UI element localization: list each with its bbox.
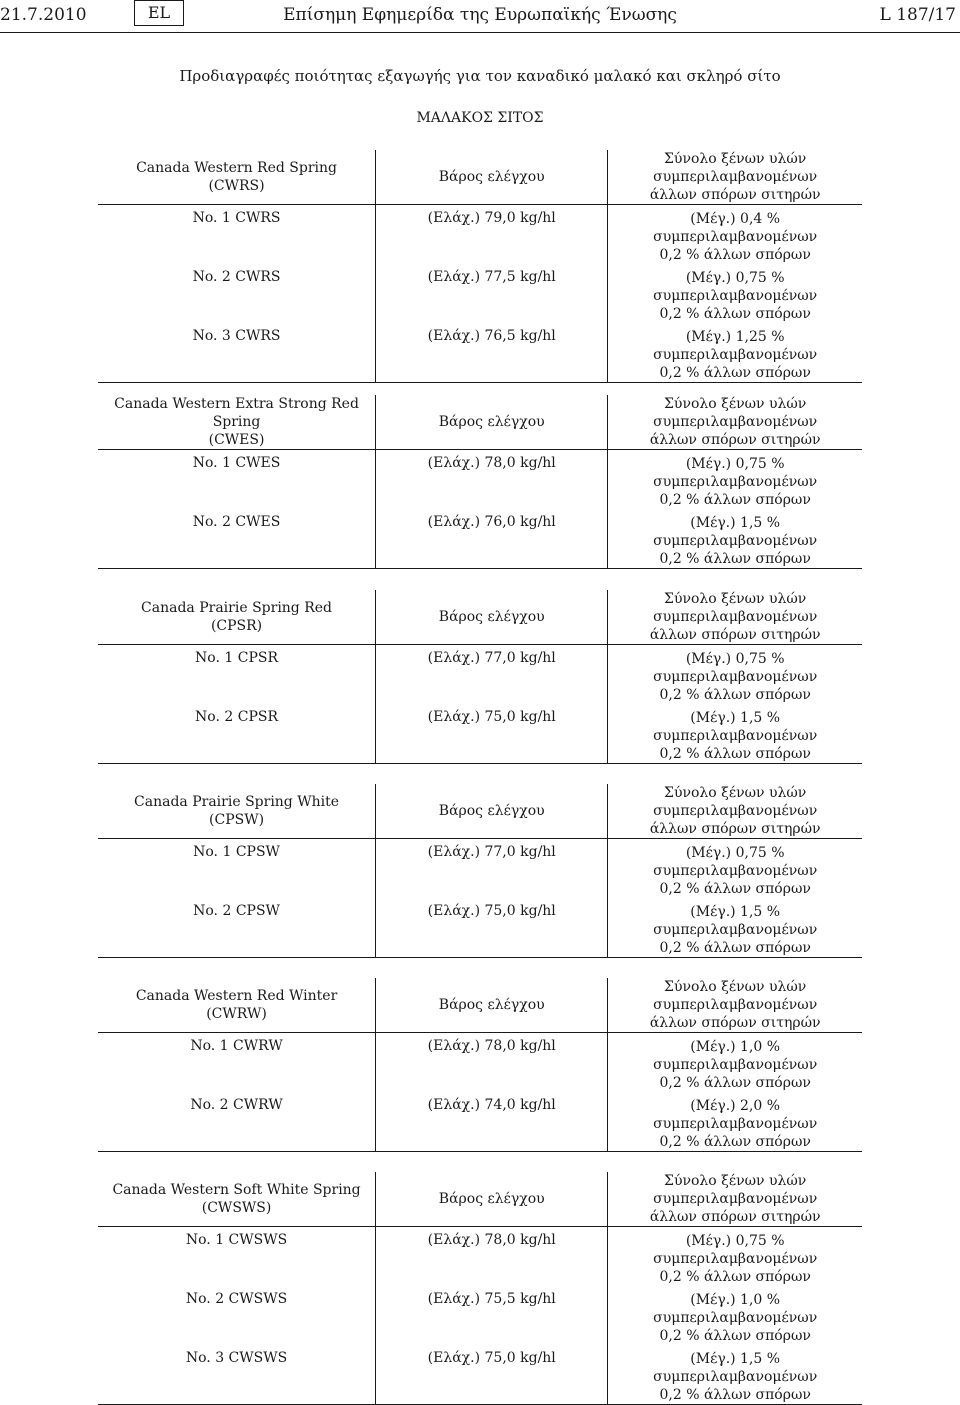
foreign-matter-line-1: (Μέγ.) 0,4 % συμπεριλαμβανομένων — [653, 211, 818, 245]
test-weight: (Ελάχ.) 74,0 kg/hl — [376, 1092, 608, 1152]
foreign-header-line-1: Σύνολο ξένων υλών συμπεριλαμβανομένων — [653, 151, 818, 185]
grade-name: No. 3 CWSWS — [98, 1345, 376, 1405]
test-weight: (Ελάχ.) 76,5 kg/hl — [376, 323, 608, 383]
test-weight: (Ελάχ.) 75,5 kg/hl — [376, 1286, 608, 1345]
test-weight: (Ελάχ.) 77,5 kg/hl — [376, 264, 608, 323]
class-header — [98, 395, 376, 450]
foreign-matter-line-2: 0,2 % άλλων σπόρων — [659, 687, 811, 703]
weight-header: Βάρος ελέγχου — [376, 978, 608, 1033]
table-header-row — [98, 395, 862, 450]
test-weight: (Ελάχ.) 78,0 kg/hl — [376, 1227, 608, 1287]
table-row — [98, 1345, 862, 1405]
grade-name: No. 1 CWRS — [98, 205, 376, 265]
test-weight: (Ελάχ.) 75,0 kg/hl — [376, 898, 608, 958]
foreign-matter — [608, 898, 862, 958]
table-row — [98, 1227, 862, 1287]
foreign-matter — [608, 1092, 862, 1152]
foreign-header-line-1: Σύνολο ξένων υλών συμπεριλαμβανομένων — [653, 979, 818, 1013]
grade-name: No. 1 CWRW — [98, 1033, 376, 1093]
grade-name: No. 2 CWRW — [98, 1092, 376, 1152]
foreign-matter-line-1: (Μέγ.) 1,5 % συμπεριλαμβανομένων — [653, 515, 818, 549]
grade-name: No. 2 CPSR — [98, 704, 376, 764]
table-row — [98, 645, 862, 705]
foreign-header-line-2: άλλων σπόρων σιτηρών — [649, 432, 821, 448]
foreign-matter-header — [608, 590, 862, 645]
foreign-matter — [608, 509, 862, 569]
class-name: Canada Western Red Spring — [136, 160, 337, 176]
document-title: Προδιαγραφές ποιότητας εξαγωγής για τον καναδικό μαλακό και σκληρό σίτο — [179, 67, 781, 85]
foreign-matter-line-1: (Μέγ.) 0,75 % συμπεριλαμβανομένων — [653, 456, 818, 490]
foreign-header-line-1: Σύνολο ξένων υλών συμπεριλαμβανομένων — [653, 1173, 818, 1207]
class-name: Canada Western Red Winter — [135, 988, 338, 1004]
foreign-matter-line-2: 0,2 % άλλων σπόρων — [659, 1075, 811, 1091]
foreign-matter-line-1: (Μέγ.) 1,0 % συμπεριλαμβανομένων — [653, 1039, 818, 1073]
grade-name: No. 2 CWES — [98, 509, 376, 569]
foreign-matter-header — [608, 1172, 862, 1227]
test-weight: (Ελάχ.) 75,0 kg/hl — [376, 704, 608, 764]
foreign-matter-line-2: 0,2 % άλλων σπόρων — [659, 881, 811, 897]
weight-header: Βάρος ελέγχου — [376, 1172, 608, 1227]
section-subtitle: ΜΑΛΑΚΟΣ ΣΙΤΟΣ — [416, 110, 544, 126]
weight-header: Βάρος ελέγχου — [376, 784, 608, 839]
foreign-matter-line-2: 0,2 % άλλων σπόρων — [659, 1134, 811, 1150]
test-weight: (Ελάχ.) 78,0 kg/hl — [376, 1033, 608, 1093]
foreign-matter-line-1: (Μέγ.) 2,0 % συμπεριλαμβανομένων — [653, 1098, 818, 1132]
grade-name: No. 2 CWSWS — [98, 1286, 376, 1345]
table-header-row — [98, 784, 862, 839]
grade-name: No. 2 CWRS — [98, 264, 376, 323]
foreign-matter-line-1: (Μέγ.) 1,25 % συμπεριλαμβανομένων — [653, 329, 818, 363]
grade-name: No. 3 CWRS — [98, 323, 376, 383]
class-name: Canada Western Extra Strong Red Spring — [114, 396, 359, 430]
foreign-matter — [608, 1033, 862, 1093]
class-header — [98, 784, 376, 839]
foreign-matter-line-1: (Μέγ.) 1,5 % συμπεριλαμβανομένων — [653, 1351, 818, 1385]
weight-header: Βάρος ελέγχου — [376, 395, 608, 450]
foreign-header-line-1: Σύνολο ξένων υλών συμπεριλαμβανομένων — [653, 591, 818, 625]
foreign-matter-line-1: (Μέγ.) 1,0 % συμπεριλαμβανομένων — [653, 1292, 818, 1326]
class-header — [98, 590, 376, 645]
test-weight: (Ελάχ.) 79,0 kg/hl — [376, 205, 608, 265]
foreign-header-line-2: άλλων σπόρων σιτηρών — [649, 187, 821, 203]
table-row — [98, 898, 862, 958]
table-row — [98, 264, 862, 323]
foreign-matter-header — [608, 150, 862, 205]
class-code: (CWRW) — [206, 1006, 267, 1022]
table-row — [98, 1092, 862, 1152]
publication-date: 21.7.2010 — [0, 5, 87, 25]
page-header — [0, 0, 960, 38]
table-row — [98, 205, 862, 265]
foreign-matter — [608, 450, 862, 510]
class-code: (CWSWS) — [201, 1200, 272, 1216]
foreign-matter-line-1: (Μέγ.) 1,5 % συμπεριλαμβανομένων — [653, 904, 818, 938]
table-header-row — [98, 1172, 862, 1227]
class-code: (CPSW) — [209, 812, 265, 828]
test-weight: (Ελάχ.) 78,0 kg/hl — [376, 450, 608, 510]
weight-header: Βάρος ελέγχου — [376, 150, 608, 205]
table-row — [98, 323, 862, 383]
table-row — [98, 509, 862, 569]
header-rule — [0, 32, 960, 33]
foreign-matter-line-2: 0,2 % άλλων σπόρων — [659, 551, 811, 567]
grade-table — [98, 395, 862, 569]
class-name: Canada Western Soft White Spring — [112, 1182, 361, 1198]
foreign-matter — [608, 1286, 862, 1345]
class-code: (CPSR) — [210, 618, 263, 634]
table-row — [98, 1033, 862, 1093]
foreign-header-line-1: Σύνολο ξένων υλών συμπεριλαμβανομένων — [653, 785, 818, 819]
table-header-row — [98, 978, 862, 1033]
grade-name: No. 1 CWSWS — [98, 1227, 376, 1287]
foreign-matter — [608, 205, 862, 265]
table-row — [98, 1286, 862, 1345]
page-reference: L 187/17 — [879, 5, 956, 25]
test-weight: (Ελάχ.) 77,0 kg/hl — [376, 839, 608, 899]
table-header-row — [98, 150, 862, 205]
foreign-header-line-2: άλλων σπόρων σιτηρών — [649, 627, 821, 643]
foreign-matter-line-2: 0,2 % άλλων σπόρων — [659, 1328, 811, 1344]
foreign-matter — [608, 1345, 862, 1405]
grade-name: No. 1 CPSR — [98, 645, 376, 705]
foreign-matter-line-2: 0,2 % άλλων σπόρων — [659, 247, 811, 263]
table-row — [98, 704, 862, 764]
foreign-matter-header — [608, 784, 862, 839]
foreign-matter-line-2: 0,2 % άλλων σπόρων — [659, 306, 811, 322]
table-header-row — [98, 590, 862, 645]
foreign-matter — [608, 704, 862, 764]
foreign-matter — [608, 1227, 862, 1287]
foreign-matter-line-2: 0,2 % άλλων σπόρων — [659, 492, 811, 508]
table-row — [98, 839, 862, 899]
foreign-matter-line-2: 0,2 % άλλων σπόρων — [659, 365, 811, 381]
foreign-header-line-2: άλλων σπόρων σιτηρών — [649, 1015, 821, 1031]
class-code: (CWES) — [208, 432, 265, 448]
foreign-matter-header — [608, 395, 862, 450]
foreign-matter-line-1: (Μέγ.) 0,75 % συμπεριλαμβανομένων — [653, 270, 818, 304]
foreign-header-line-1: Σύνολο ξένων υλών συμπεριλαμβανομένων — [653, 396, 818, 430]
foreign-matter — [608, 264, 862, 323]
foreign-matter-line-2: 0,2 % άλλων σπόρων — [659, 1387, 811, 1403]
grade-table — [98, 784, 862, 958]
grade-table — [98, 150, 862, 383]
grade-name: No. 1 CWES — [98, 450, 376, 510]
foreign-matter-line-1: (Μέγ.) 0,75 % συμπεριλαμβανομένων — [653, 845, 818, 879]
foreign-matter-header — [608, 978, 862, 1033]
class-header — [98, 1172, 376, 1227]
class-name: Canada Prairie Spring White — [134, 794, 340, 810]
foreign-matter — [608, 839, 862, 899]
foreign-matter — [608, 323, 862, 383]
class-code: (CWRS) — [208, 178, 265, 194]
grade-name: No. 1 CPSW — [98, 839, 376, 899]
grade-table — [98, 978, 862, 1152]
class-header — [98, 978, 376, 1033]
grade-name: No. 2 CPSW — [98, 898, 376, 958]
journal-title: Επίσημη Εφημερίδα της Ευρωπαϊκής Ένωσης — [283, 5, 677, 25]
foreign-matter-line-1: (Μέγ.) 0,75 % συμπεριλαμβανομένων — [653, 1233, 818, 1267]
class-header — [98, 150, 376, 205]
foreign-matter-line-1: (Μέγ.) 1,5 % συμπεριλαμβανομένων — [653, 710, 818, 744]
grade-table — [98, 590, 862, 764]
foreign-matter-line-2: 0,2 % άλλων σπόρων — [659, 940, 811, 956]
weight-header: Βάρος ελέγχου — [376, 590, 608, 645]
table-row — [98, 450, 862, 510]
class-name: Canada Prairie Spring Red — [141, 600, 333, 616]
foreign-matter-line-1: (Μέγ.) 0,75 % συμπεριλαμβανομένων — [653, 651, 818, 685]
foreign-matter-line-2: 0,2 % άλλων σπόρων — [659, 746, 811, 762]
foreign-header-line-2: άλλων σπόρων σιτηρών — [649, 1209, 821, 1225]
grade-table — [98, 1172, 862, 1405]
foreign-matter — [608, 645, 862, 705]
language-badge: EL — [134, 0, 184, 26]
test-weight: (Ελάχ.) 77,0 kg/hl — [376, 645, 608, 705]
foreign-matter-line-2: 0,2 % άλλων σπόρων — [659, 1269, 811, 1285]
foreign-header-line-2: άλλων σπόρων σιτηρών — [649, 821, 821, 837]
test-weight: (Ελάχ.) 75,0 kg/hl — [376, 1345, 608, 1405]
test-weight: (Ελάχ.) 76,0 kg/hl — [376, 509, 608, 569]
